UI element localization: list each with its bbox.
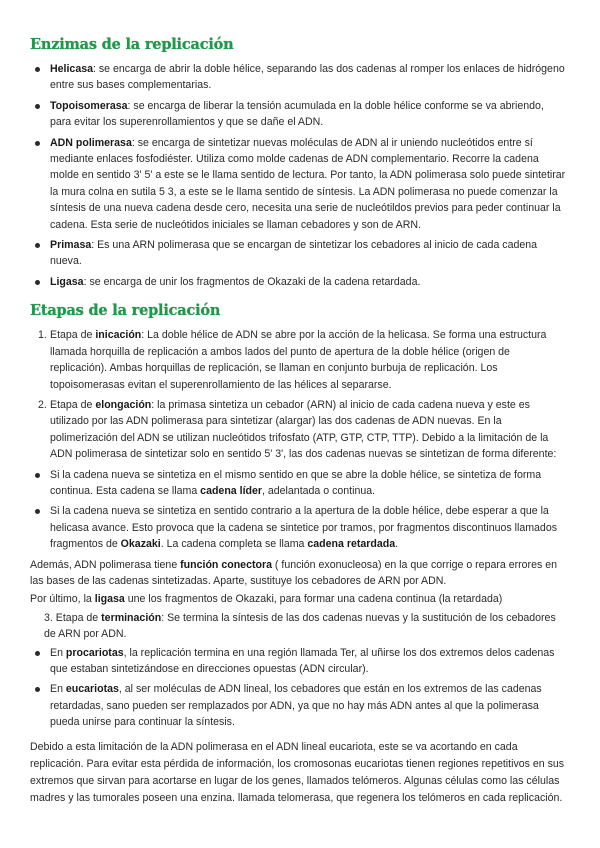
enzimas-heading: Enzimas de la replicación	[30, 36, 234, 53]
etapas-list	[30, 327, 566, 462]
bullet-eucariotas: En eucariotas, al ser moléculas de ADN lineal, los cebadores que están en los extremos de las cadenas retardadas, sano pueden ser remplazados por ADN, ya que no hay más ADN antes al que la polimerasa pueda unirse para continuar la síntesis.	[30, 681, 566, 730]
bullet-procariotas: En procariotas, la replicación termina en una región llamada Ter, al uñirse los dos extremos delos cadenas que estaban sintetizándose en direcciones opuestas (ADN circular).	[30, 645, 566, 678]
etapa-elongacion: 2. Etapa de elongación: la primasa sintetiza un cebador (ARN) al inicio de cada cadena nueva y este es utilizado por las ADN polimerasa para sintetizar (alargar) las dos cadenas de ADN nuevas. En la polimerización del ADN se utilizan nucleótidos trifosfato (ATP, GTP, CTP, TTP). Debido a la limitación de la ADN polimerasa de sintetizar solo en sentido 5' 3', las dos cadenas nuevas se sintetizan de forma diferente:	[38, 398, 557, 461]
etapa-iniciacion: 1. Etapa de inicación: La doble hélice de ADN se abre por la acción de la helicasa. Se forma una estructura llamada horquilla de replicación a ambos lados del punto de apertura de la doble hélice (origen de replicación). Ambas horquillas de replicación, se llaman en conjunto burbuja de replicación. Los topoisomerasas evitan el superenrollamiento de las hélices al separarse.	[38, 329, 547, 391]
enzima-helicasa: Helicasa: se encarga de abrir la doble hélice, separando las dos cadenas al romper los enlaces de hidrógeno entre sus bases complementarias.	[30, 61, 566, 94]
bullet-cadena-retardada: Si la cadena nueva se sintetiza en sentido contrario a la apertura de la doble hélice, debe esperar a que la helicasa avance. Esto provoca que la cadena se sintetice por tramos, por fragmentos discontinuos llamados fragmentos de Okazaki. La cadena completa se llama cadena retardada.	[30, 503, 566, 552]
terminacion-bullets	[30, 645, 566, 731]
paragraph-ligasa: Por último, la ligasa une los fragmentos de Okazaki, para formar una cadena continua (la retardada)	[30, 593, 503, 606]
final-paragraph: Debido a esta limitación de la ADN polimerasa en el ADN lineal eucariota, este se va acortando en cada replicación. Para evitar esta pérdida de información, los cromosonas eucariotas tienen regiones repetitivos en sus extremos que sirvan para acortarse en lugar de los genes, llamados telómeros. Algunas células como las células madres y las tumorales poseen una enzina. llamada telomerasa, que regenera los telómeros en cada replicación.	[30, 740, 565, 804]
etapas-heading: Etapas de la replicación	[30, 302, 221, 320]
enzima-topoisomerasa: Topoisomerasa: se encarga de liberar la tensión acumulada en la doble hélice conforme se va abriendo, para evitar los superenrollamientos y que se dañe el ADN.	[30, 98, 566, 131]
enzima-ligasa: Ligasa: se encarga de unir los fragmentos de Okazaki de la cadena retardada.	[30, 274, 566, 290]
elongacion-bullets	[30, 467, 566, 553]
enzima-primasa: Primasa: Es una ARN polimerasa que se encargan de sintetizar los cebadores al inicio de cada cadena nueva.	[30, 237, 566, 270]
enzimas-list	[30, 61, 566, 290]
paragraph-funcion-conectora: Además, ADN polimerasa tiene función conectora ( función exonucleosa) en la que corrige o repara errores en las bases de las cadenas sintetizadas. Aparte, sustituye los cebadores de ARN por ADN.	[30, 558, 558, 587]
enzima-adn-polimerasa: ADN polimerasa: se encarga de sintetizar nuevas moléculas de ADN al ir uniendo nucleótidos entre sí mediante enlaces fosfodiéster. Utiliza como molde cadenas de ADN complementario. Recorre la cadena molde en sentido 3' 5' a este se le llama sentido de lectura. Por tanto, la ADN polimerasa solo puede sintetirar la mura colna en sutila 5 3, a este se le llama sentido de síntesis. La ADN polimerasa no puede comenzar la síntesis de una nueva cadena desde cero, necesita una serie de nucleótildos previos para peder continuar la cadena. Esta serie de nucleótidos iniciales se llaman cebadores y son de ARN.	[30, 135, 566, 233]
bullet-cadena-lider: Si la cadena nueva se sintetiza en el mismo sentido en que se abre la doble hélice, se sintetiza de forma continua. Esta cadena se llama cadena líder, adelantada o continua.	[30, 467, 566, 500]
etapa-terminacion: 3. Etapa de terminación: Se termina la síntesis de las dos cadenas nuevas y la sustitución de los cebadores de ARN por ADN.	[44, 611, 556, 641]
